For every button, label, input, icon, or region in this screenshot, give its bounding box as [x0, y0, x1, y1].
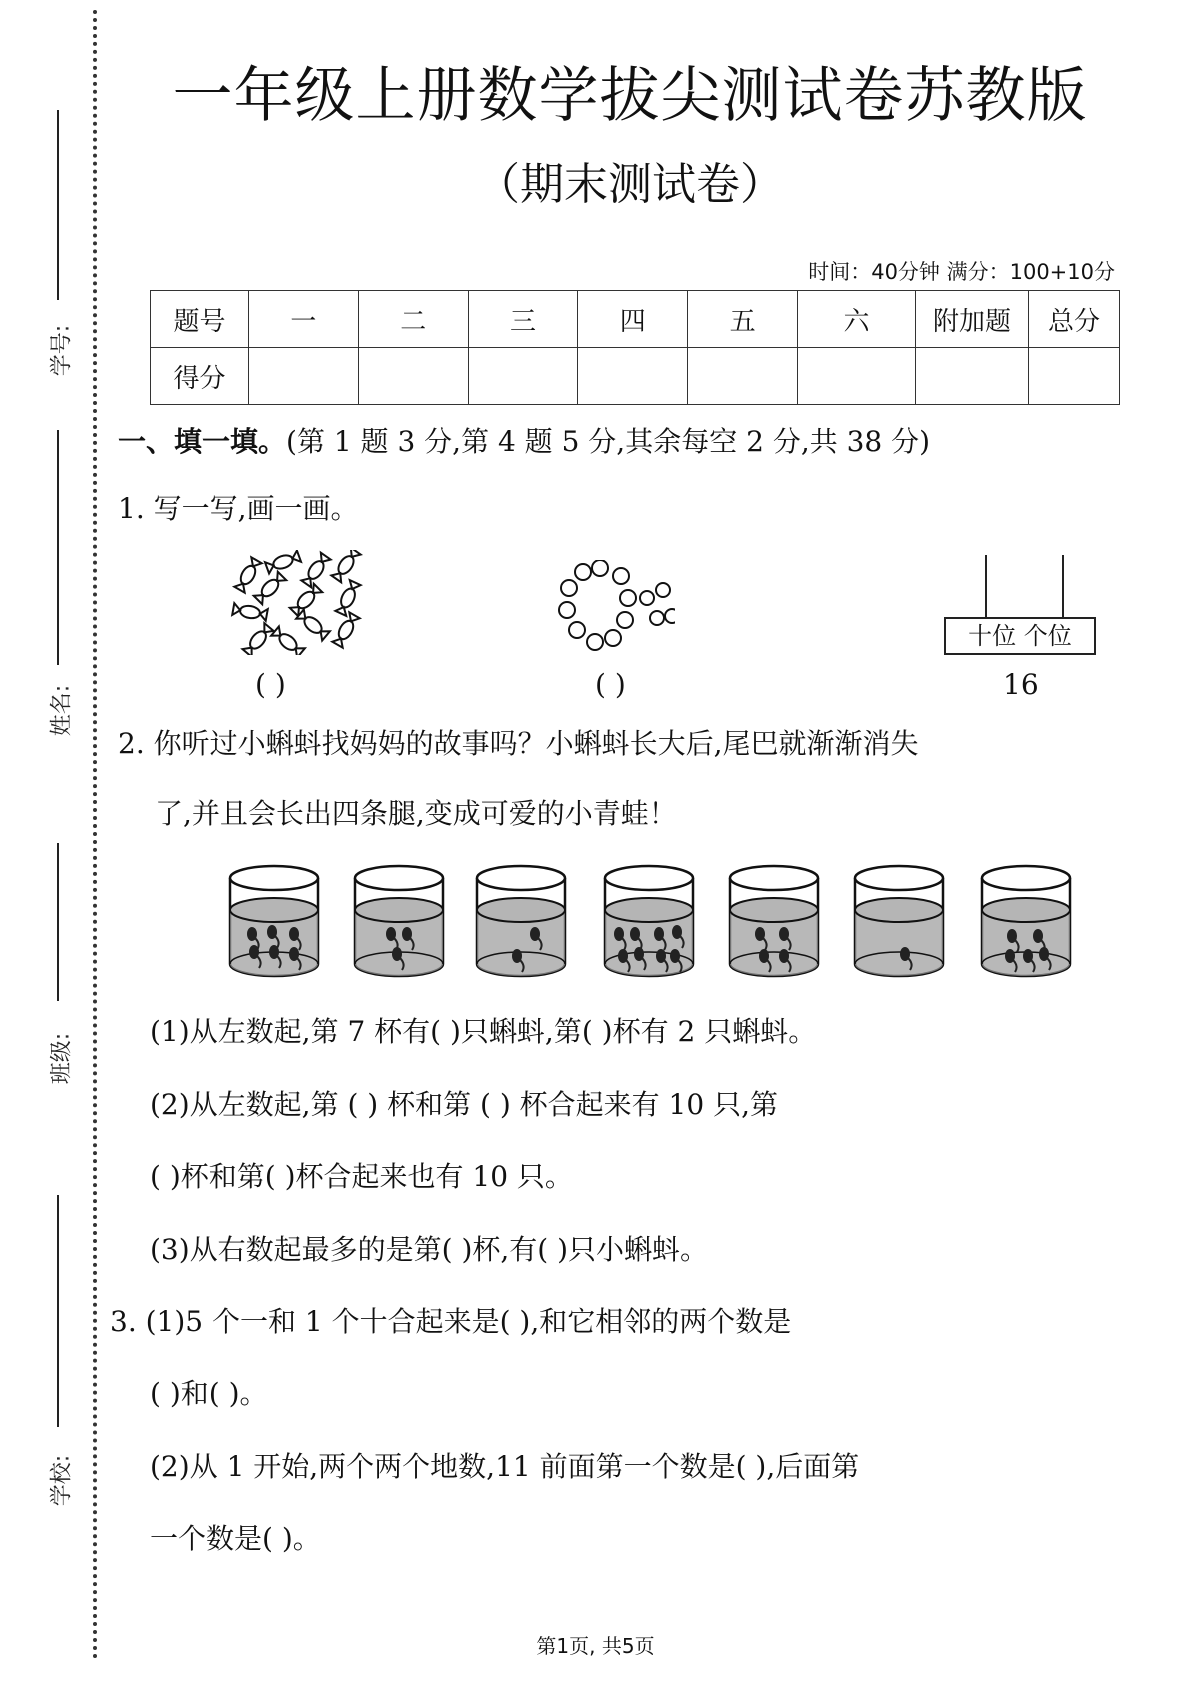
- column-header: 五: [688, 291, 798, 348]
- tadpole-cups-image: [225, 862, 1130, 982]
- section-heading: [118, 420, 930, 460]
- question-1-prompt: 1. 写一写,画一画。: [118, 492, 359, 525]
- column-header: 总分: [1029, 291, 1120, 348]
- score-cell[interactable]: [1029, 348, 1120, 405]
- tens-rod: [985, 555, 987, 617]
- ones-rod: [1062, 555, 1064, 617]
- student-number-underline: [57, 110, 59, 300]
- score-row-label: 得分: [151, 348, 249, 405]
- score-cell[interactable]: [358, 348, 468, 405]
- score-cell[interactable]: [468, 348, 578, 405]
- question-3-part-1-line-1: 3. (1)5 个一和 1 个十合起来是( ),和它相邻的两个数是: [110, 1305, 792, 1338]
- page-number: 第1页, 共5页: [536, 1634, 655, 1658]
- bead-answer-blank[interactable]: ( ): [595, 668, 626, 701]
- column-header: 六: [798, 291, 916, 348]
- question-3-part-2-line-1: (2)从 1 开始,两个两个地数,11 前面第一个数是( ),后面第: [150, 1450, 860, 1483]
- column-header: 二: [358, 291, 468, 348]
- page-subtitle: （期末测试卷）: [476, 159, 784, 210]
- column-header: 三: [468, 291, 578, 348]
- abacus-number: 16: [1003, 668, 1039, 701]
- question-3-part-1-line-2: ( )和( )。: [150, 1377, 268, 1410]
- question-2-part-3: (3)从右数起最多的是第( )杯,有( )只小蝌蚪。: [150, 1233, 709, 1266]
- question-3-part-2-line-2: 一个数是( )。: [150, 1522, 321, 1555]
- question-2-line-1: 2. 你听过小蝌蚪找妈妈的故事吗？小蝌蚪长大后,尾巴就渐渐消失: [118, 727, 919, 760]
- class-label: 班级:: [49, 1032, 75, 1085]
- score-table-header-row: [151, 291, 1120, 348]
- column-header: 附加题: [916, 291, 1029, 348]
- candy-group-image: [228, 550, 383, 655]
- school-field[interactable]: [0, 1195, 90, 1555]
- candy-answer-blank[interactable]: ( ): [255, 668, 286, 701]
- column-header: 四: [578, 291, 688, 348]
- exam-meta: 时间：40分钟 满分：100+10分: [808, 260, 1115, 284]
- student-number-field[interactable]: [0, 110, 90, 390]
- abacus-place-labels: 十位 个位: [944, 617, 1096, 655]
- abacus-image: [940, 555, 1100, 655]
- score-table-score-row: [151, 348, 1120, 405]
- school-underline: [57, 1195, 59, 1427]
- row-header-label: 题号: [151, 291, 249, 348]
- student-number-label: 学号:: [49, 324, 75, 377]
- name-underline: [57, 430, 59, 665]
- question-2-part-1: (1)从左数起,第 7 杯有( )只蝌蚪,第( )杯有 2 只蝌蚪。: [150, 1015, 817, 1048]
- question-2-part-2-line-1: (2)从左数起,第 ( ) 杯和第 ( ) 杯合起来有 10 只,第: [150, 1088, 778, 1121]
- name-field[interactable]: [0, 430, 90, 750]
- score-cell[interactable]: [798, 348, 916, 405]
- bead-ring-image: [555, 560, 675, 660]
- section-scoring: (第 1 题 3 分,第 4 题 5 分,其余每空 2 分,共 38 分): [286, 425, 931, 458]
- score-cell[interactable]: [916, 348, 1029, 405]
- score-table: [150, 290, 1120, 405]
- score-cell[interactable]: [249, 348, 359, 405]
- school-label: 学校:: [49, 1454, 75, 1507]
- question-2-part-2-line-2: ( )杯和第( )杯合起来也有 10 只。: [150, 1160, 573, 1193]
- page-title: 一年级上册数学拔尖测试卷苏教版: [172, 61, 1088, 131]
- binding-dotted-line: [93, 10, 97, 1660]
- score-cell[interactable]: [578, 348, 688, 405]
- name-label: 姓名:: [49, 684, 75, 737]
- score-cell[interactable]: [688, 348, 798, 405]
- question-2-line-2: 了,并且会长出四条腿,变成可爱的小青蛙！: [155, 797, 677, 830]
- class-field[interactable]: [0, 843, 90, 1163]
- section-title: 一、填一填。: [118, 425, 287, 458]
- column-header: 一: [249, 291, 359, 348]
- class-underline: [57, 843, 59, 1001]
